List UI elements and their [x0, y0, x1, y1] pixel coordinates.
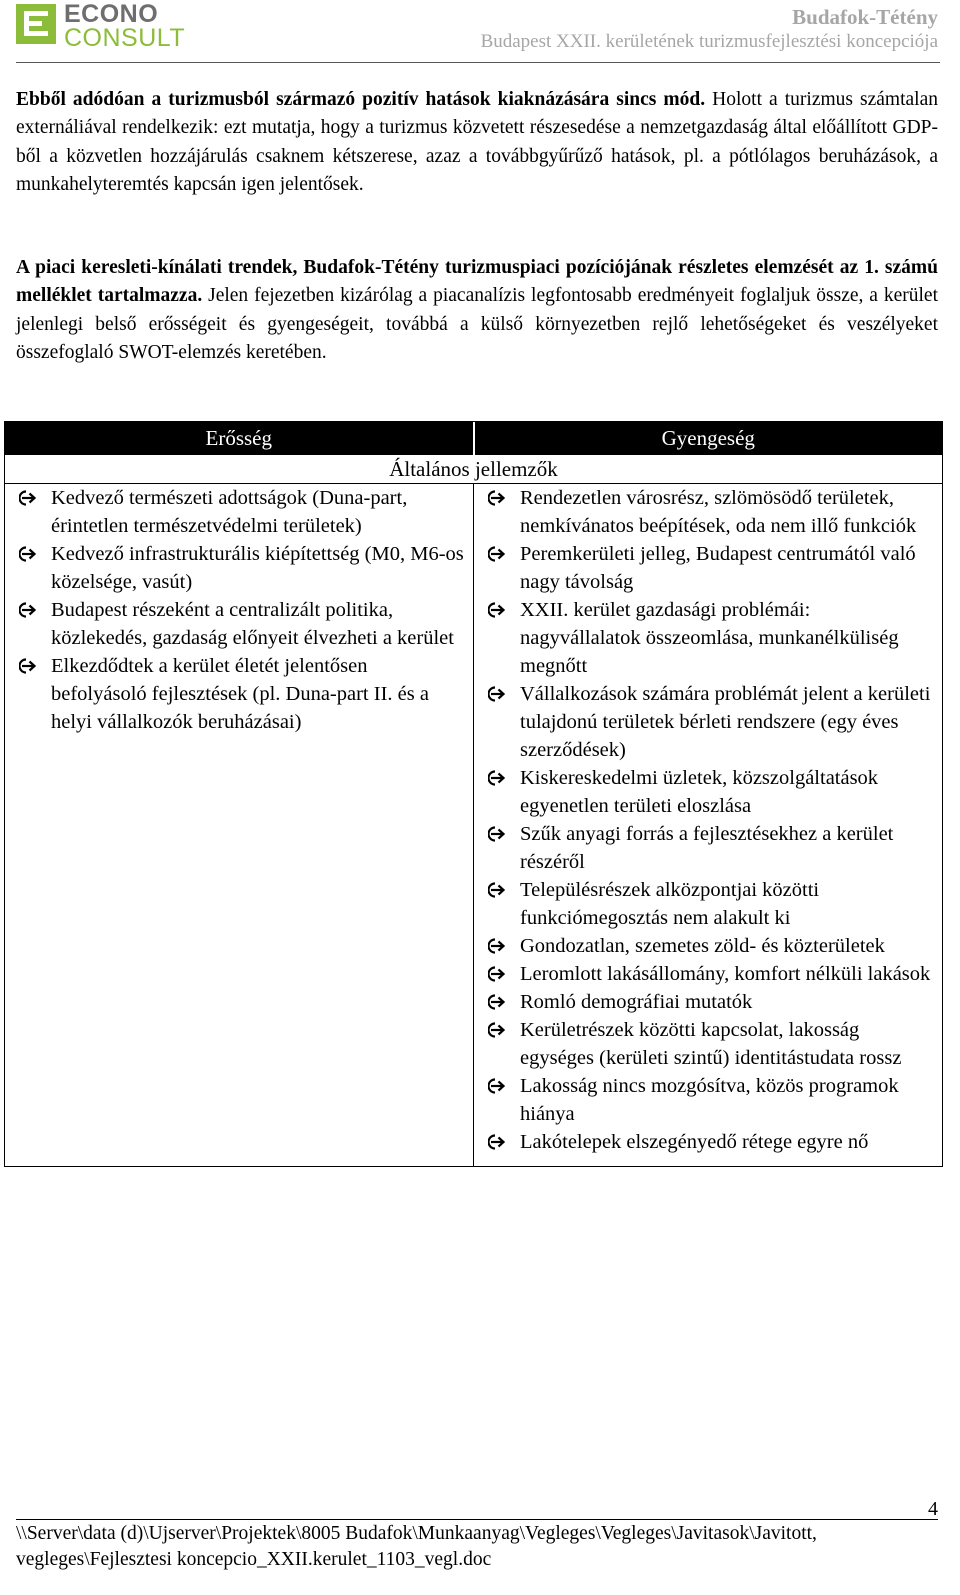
weakness-item [474, 680, 942, 764]
swot-header-row [5, 422, 942, 455]
weakness-item-text: Rendezetlen városrész, szlömösödő területek, nemkívánatos beépítések, oda nem illő funkciók [520, 487, 917, 537]
logo-mark-icon [16, 4, 56, 44]
arrow-bullet-icon [474, 988, 520, 1016]
weakness-item [474, 1072, 942, 1128]
weakness-item-text: Szűk anyagi forrás a fejlesztésekhez a kerület részéről [520, 823, 894, 873]
strength-item-text: Kedvező infrastrukturális kiépítettség (M0, M6-os közelsége, vasút) [51, 543, 464, 593]
strength-item [5, 596, 473, 652]
header-weaknesses: Gyengeség [473, 422, 943, 455]
arrow-bullet-icon [474, 820, 520, 876]
weakness-item [474, 764, 942, 820]
page-header [0, 0, 960, 62]
strength-item [5, 484, 473, 540]
weakness-item [474, 988, 942, 1016]
swot-columns [5, 484, 942, 1166]
paragraph-2 [16, 254, 938, 367]
arrow-bullet-icon [5, 540, 51, 596]
weakness-item-text: Kerületrészek közötti kapcsolat, lakosság egységes (kerületi szintű) identitástudata rossz [520, 1019, 902, 1069]
strength-item [5, 652, 473, 736]
swot-table [4, 421, 943, 1167]
paragraph-1 [16, 86, 938, 199]
arrow-bullet-icon [474, 876, 520, 932]
paragraph-1-bold: Ebből adódóan a turizmusból származó pozitív hatások kiaknázására sincs mód. [16, 89, 706, 110]
header-titles [481, 5, 938, 54]
weakness-item-text: Kiskereskedelmi üzletek, közszolgáltatások egyenetlen területi eloszlása [520, 767, 879, 817]
strength-item-text: Budapest részeként a centralizált politika, közlekedés, gazdaság előnyeit élvezheti a kerület [51, 599, 454, 649]
header-divider [16, 62, 940, 63]
weakness-item-text: Településrészek alközpontjai közötti funkciómegosztás nem alakult ki [520, 879, 820, 929]
weakness-item-text: Lakosság nincs mozgósítva, közös programok hiánya [520, 1075, 899, 1125]
weakness-item-text: Leromlott lakásállomány, komfort nélküli lakások [520, 963, 931, 985]
footer-path [16, 1521, 936, 1573]
footer-divider [16, 1519, 938, 1520]
arrow-bullet-icon [5, 652, 51, 736]
paragraph-1-text: Holott a turizmus számtalan externáliával rendelkezik: ezt mutatja, hogy a turizmus közvetett részesedése a nemzetgazdaság által előállított GDP-ből a közvetlen hozzájárulás csaknem kétszerese, azaz a továbbgyűrűző hatások, pl. a pótlólagos beruházások, a munkahelyteremtés kapcsán igen jelentősek. [16, 89, 938, 195]
weakness-item [474, 876, 942, 932]
arrow-bullet-icon [474, 484, 520, 540]
arrow-bullet-icon [474, 680, 520, 764]
weakness-item-text: Lakótelepek elszegényedő rétege egyre nő [520, 1131, 869, 1153]
swot-subheader: Általános jellemzők [5, 455, 942, 484]
weakness-item-text: Gondozatlan, szemetes zöld- és közterületek [520, 935, 885, 957]
footer-path-line-2: vegleges\Fejlesztesi koncepcio_XXII.kerulet_1103_vegl.doc [16, 1549, 492, 1570]
weakness-item-text: Romló demográfiai mutatók [520, 991, 753, 1013]
arrow-bullet-icon [474, 764, 520, 820]
arrow-bullet-icon [474, 596, 520, 680]
weakness-item [474, 960, 942, 988]
arrow-bullet-icon [5, 596, 51, 652]
header-subtitle: Budapest XXII. kerületének turizmusfejlesztési koncepciója [480, 31, 938, 52]
paragraph-2-bold: A piaci keresleti-kínálati trendek, Budafok-Tétény turizmuspiaci pozíciójának részletes elemzését az 1. számú melléklet tartalmazza. [16, 257, 938, 307]
econoconsult-logo [16, 0, 188, 52]
page-number: 4 [928, 1498, 938, 1520]
header-strengths: Erősség [205, 426, 272, 450]
header-title: Budafok-Tétény [792, 5, 938, 29]
weakness-item-text: Vállalkozások számára problémát jelent a kerületi tulajdonú területek bérleti rendszere (egy éves szerződések) [520, 683, 931, 761]
arrow-bullet-icon [474, 540, 520, 596]
weakness-item [474, 1016, 942, 1072]
arrow-bullet-icon [474, 960, 520, 988]
weakness-item [474, 596, 942, 680]
logo-text-consult: CONSULT [64, 24, 186, 52]
arrow-bullet-icon [474, 1128, 520, 1156]
weakness-item-text: Peremkerületi jelleg, Budapest centrumától való nagy távolság [520, 543, 916, 593]
arrow-bullet-icon [474, 932, 520, 960]
logo-text-econo: ECONO [64, 0, 159, 28]
weakness-item [474, 932, 942, 960]
paragraph-2-text: Jelen fejezetben kizárólag a piacanalízis legfontosabb eredményeit foglaljuk össze, a kerület jelenlegi belső erősségeit és gyengeségeit, továbbá a külső környezetben rejlő lehetőségeket és veszélyeket összefoglaló SWOT-elemzés keretében. [16, 285, 938, 363]
strength-item-text: Elkezdődtek a kerület életét jelentősen befolyásoló fejlesztések (pl. Duna-part II. és a helyi vállalkozók beruházásai) [51, 655, 429, 733]
strengths-column [5, 484, 474, 1166]
arrow-bullet-icon [474, 1072, 520, 1128]
weakness-item [474, 540, 942, 596]
weakness-item [474, 484, 942, 540]
weakness-item [474, 820, 942, 876]
footer-path-line-1: \\Server\data (d)\Ujserver\Projektek\8005 Budafok\Munkaanyag\Vegleges\Vegleges\Javitasok\Javitott, [16, 1523, 817, 1544]
weaknesses-column [474, 484, 942, 1166]
strength-item-text: Kedvező természeti adottságok (Duna-part, érintetlen természetvédelmi területek) [51, 487, 408, 537]
weakness-item [474, 1128, 942, 1156]
weakness-item-text: XXII. kerület gazdasági problémái: nagyvállalatok összeomlása, munkanélküliség megnőtt [520, 599, 899, 677]
arrow-bullet-icon [474, 1016, 520, 1072]
strength-item [5, 540, 473, 596]
arrow-bullet-icon [5, 484, 51, 540]
